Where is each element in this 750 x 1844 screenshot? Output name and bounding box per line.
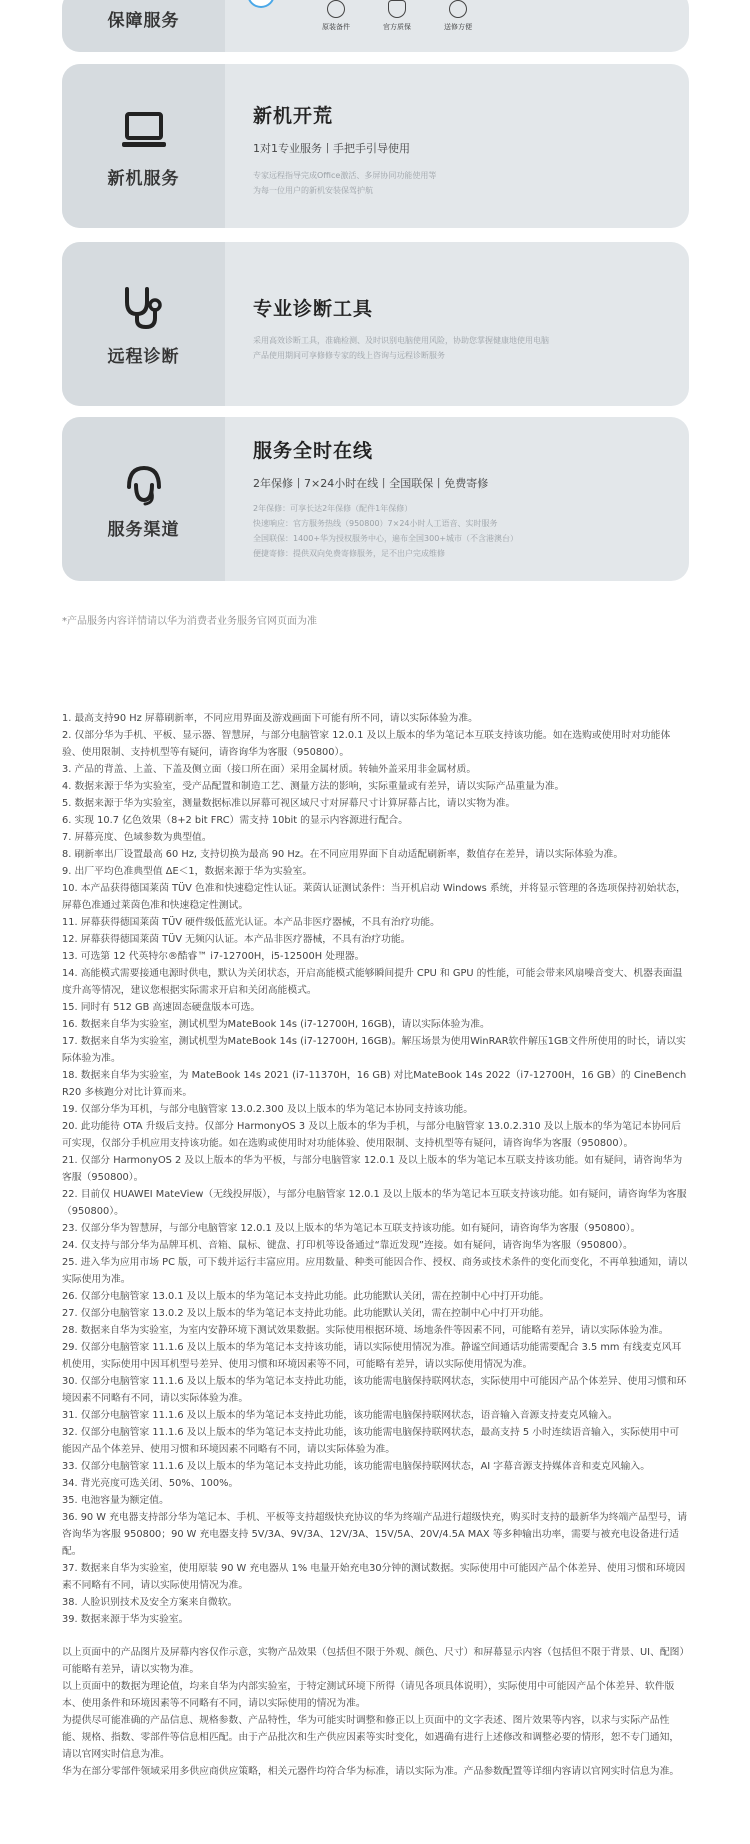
card-label: 远程诊断 bbox=[107, 347, 180, 367]
footnote-item: 21. 仅部分 HarmonyOS 2 及以上版本的华为平板，与部分电脑管家 12.0.1 及以上版本的华为笔记本互联支持该功能。如有疑问，请咨询华为客服（950800）。 bbox=[62, 1155, 683, 1183]
desc-line: 全国联保：1400+华为授权服务中心，遍布全国300+城市（不含港澳台） bbox=[253, 534, 519, 543]
service-footnote: *产品服务内容详情请以华为消费者业务服务官网页面为准 bbox=[62, 616, 317, 627]
desc-line: 专家远程指导完成Office激活、多屏协同功能使用等 bbox=[253, 171, 437, 180]
footnote-item: 36. 90 W 充电器支持部分华为笔记本、手机、平板等支持超级快充协议的华为终端产品进行超级快充，购买时支持的最新华为终端产品型号，请咨询华为客服 950800；90 W 充电器支持 5V/3A、9V/3A、12V/3A、15V/5A、20V/4.5A MAX 等多种输出功率，需要与被充电设备进行适配。 bbox=[62, 1512, 688, 1557]
card-left-panel bbox=[62, 0, 225, 52]
footnote-item: 30. 仅部分电脑管家 11.1.6 及以上版本的华为笔记本支持此功能，该功能需电脑保持联网状态，实际使用中可能因产品个体差异、使用习惯和环境因素不同略有不同，请以实际体验为准。 bbox=[62, 1376, 687, 1404]
feature-label: 官方质保 bbox=[383, 23, 411, 31]
footnote-item: 8. 刷新率出厂设置最高 60 Hz, 支持切换为最高 90 Hz。在不同应用界面下自动适配刷新率，数值存在差异，请以实际体验为准。 bbox=[62, 849, 624, 860]
footnote-item: 7. 屏幕亮度、色域参数为典型值。 bbox=[62, 832, 212, 843]
small-badge-icon bbox=[247, 0, 275, 8]
shield-icon bbox=[388, 0, 406, 18]
desc-line: 2年保修：可享长达2年保修（配件1年保修） bbox=[253, 504, 413, 513]
footnote-item: 14. 高能模式需要接通电源时供电，默认为关闭状态，开启高能模式能够瞬间提升 CPU 和 GPU 的性能，可能会带来风扇噪音变大、机器表面温度升高等情况，建议您根据实际需求开启和关闭高能模式。 bbox=[62, 968, 683, 996]
footnote-item: 19. 仅部分华为耳机，与部分电脑管家 13.0.2.300 及以上版本的华为笔记本协同支持该功能。 bbox=[62, 1104, 473, 1115]
footnote-item: 11. 屏幕获得德国莱茵 TÜV 硬件级低蓝光认证。本产品非医疗器械，不具有治疗功能。 bbox=[62, 917, 440, 928]
footnote-item: 31. 仅部分电脑管家 11.1.6 及以上版本的华为笔记本支持此功能，该功能需电脑保持联网状态，语音输入音源支持麦克风输入。 bbox=[62, 1410, 618, 1421]
service-card-remote-diagnosis bbox=[62, 242, 689, 406]
footnote-item: 25. 进入华为应用市场 PC 版，可下载并运行丰富应用。应用数量、种类可能因合作、授权、商务或技术条件的变化而变化，不再单独通知，请以实际使用为准。 bbox=[62, 1257, 688, 1285]
shield-check-icon bbox=[327, 0, 345, 18]
feature-easy-repair bbox=[428, 0, 488, 32]
footnote-item: 13. 可选第 12 代英特尔®酷睿™ i7-12700H，i5-12500H 处理器。 bbox=[62, 951, 365, 962]
card-label: 保障服务 bbox=[107, 11, 180, 31]
headset-icon bbox=[121, 463, 167, 507]
footnote-item: 34. 背光亮度可选关闭、50%、100%。 bbox=[62, 1478, 239, 1489]
disclaimer-paragraph: 以上页面中的数据为理论值，均来自华为内部实验室，于特定测试环境下所得（请见各项具体说明），实际使用中可能因产品个体差异、软件版本、使用条件和环境因素等不同略有不同，请以实际使用的情况为准。 bbox=[62, 1681, 675, 1709]
laptop-icon bbox=[121, 111, 167, 151]
gear-icon bbox=[449, 0, 467, 18]
footnote-item: 37. 数据来自华为实验室，使用原装 90 W 充电器从 1% 电量开始充电30分钟的测试数据。实际使用中可能因产品个体差异、使用习惯和环境因素不同略有不同，请以实际使用情况为准。 bbox=[62, 1563, 686, 1591]
footnote-item: 5. 数据来源于华为实验室，测量数据标准以屏幕可视区域尺寸对屏幕尺寸计算屏幕占比，请以实物为准。 bbox=[62, 798, 516, 809]
card-subtitle: 1对1专业服务丨手把手引导使用 bbox=[253, 142, 410, 155]
footnote-item: 33. 仅部分电脑管家 11.1.6 及以上版本的华为笔记本支持此功能，该功能需电脑保持联网状态，AI 字幕音源支持媒体音和麦克风输入。 bbox=[62, 1461, 651, 1472]
desc-line: 采用高效诊断工具，准确检测、及时识别电脑使用风险，协助您掌握健康地使用电脑 bbox=[253, 336, 549, 345]
footnote-item: 27. 仅部分电脑管家 13.0.2 及以上版本的华为笔记本支持此功能。此功能默认关闭，需在控制中心中打开功能。 bbox=[62, 1308, 550, 1319]
desc-line: 便捷寄修：提供双向免费寄修服务，足不出户完成维修 bbox=[253, 549, 445, 558]
disclaimer-paragraph: 以上页面中的产品图片及屏幕内容仅作示意，实物产品效果（包括但不限于外观、颜色、尺寸）和屏幕显示内容（包括但不限于背景、UI、配图）可能略有差异，请以实物为准。 bbox=[62, 1647, 685, 1675]
card-description bbox=[253, 333, 669, 363]
card-title: 服务全时在线 bbox=[253, 440, 374, 462]
footnote-item: 32. 仅部分电脑管家 11.1.6 及以上版本的华为笔记本支持此功能，该功能需电脑保持联网状态，最高支持 5 小时连续语音输入，实际使用中可能因产品个体差异、使用习惯和环境因素不同略有不同，请以实际体验为准。 bbox=[62, 1427, 680, 1455]
disclaimer-paragraph: 华为在部分零部件领域采用多供应商供应策略，相关元器件均符合华为标准，请以实际为准。产品参数配置等详细内容请以官网实时信息为准。 bbox=[62, 1766, 680, 1777]
card-left-panel bbox=[62, 64, 225, 228]
desc-line: 产品使用期间可享修修专家的线上咨询与远程诊断服务 bbox=[253, 351, 445, 360]
footnote-item: 4. 数据来源于华为实验室，受产品配置和制造工艺、测量方法的影响，实际重量或有差异，请以实际产品重量为准。 bbox=[62, 781, 565, 792]
footnote-item: 9. 出厂平均色准典型值 ΔE＜1，数据来源于华为实验室。 bbox=[62, 866, 313, 877]
footnote-item: 16. 数据来自华为实验室，测试机型为MateBook 14s (i7-12700H, 16GB)，请以实际体验为准。 bbox=[62, 1019, 490, 1030]
numbered-notes-list bbox=[62, 710, 688, 1628]
footnote-item: 2. 仅部分华为手机、平板、显示器、智慧屏，与部分电脑管家 12.0.1 及以上版本的华为笔记本互联支持该功能。如在选购或使用时对功能体验、使用限制、支持机型等有疑问，请咨询华为客服（950800）。 bbox=[62, 730, 671, 758]
footnote-item: 15. 同时有 512 GB 高速固态硬盘版本可选。 bbox=[62, 1002, 261, 1013]
desc-line: 为每一位用户的新机安装保驾护航 bbox=[253, 186, 373, 195]
footnote-item: 24. 仅支持与部分华为品牌耳机、音箱、鼠标、键盘、打印机等设备通过“靠近发现”连接。如有疑问，请咨询华为客服（950800）。 bbox=[62, 1240, 633, 1251]
footnote-item: 23. 仅部分华为智慧屏，与部分电脑管家 12.0.1 及以上版本的华为笔记本互联支持该功能。如有疑问，请咨询华为客服（950800）。 bbox=[62, 1223, 641, 1234]
card-label: 服务渠道 bbox=[107, 520, 180, 540]
stethoscope-icon bbox=[121, 286, 167, 330]
footnote-item: 28. 数据来自华为实验室，为室内安静环境下测试效果数据。实际使用根据环境、场地条件等因素不同，可能略有差异，请以实际体验为准。 bbox=[62, 1325, 669, 1336]
footnote-item: 26. 仅部分电脑管家 13.0.1 及以上版本的华为笔记本支持此功能。此功能默认关闭，需在控制中心中打开功能。 bbox=[62, 1291, 550, 1302]
card-content bbox=[253, 101, 669, 198]
card-description bbox=[253, 168, 669, 198]
footnote-item: 3. 产品的背盖、上盖、下盖及侧立面（接口所在面）采用金属材质。转轴外盖采用非金属材质。 bbox=[62, 764, 477, 775]
disclaimer-list bbox=[62, 1644, 688, 1780]
footnote-item: 6. 实现 10.7 亿色效果（8+2 bit FRC）需支持 10bit 的显示内容源进行配合。 bbox=[62, 815, 408, 826]
feature-label: 原装备件 bbox=[322, 23, 350, 31]
card-title: 新机开荒 bbox=[253, 105, 334, 127]
service-card-service-channel bbox=[62, 417, 689, 581]
card-description bbox=[253, 501, 669, 561]
service-card-new-device bbox=[62, 64, 689, 228]
feature-official-warranty bbox=[367, 0, 427, 32]
footnote-item: 1. 最高支持90 Hz 屏幕刷新率，不同应用界面及游戏画面下可能有所不同，请以实际体验为准。 bbox=[62, 713, 478, 724]
feature-label: 送修方便 bbox=[444, 23, 472, 31]
card-title: 专业诊断工具 bbox=[253, 298, 374, 320]
footnote-item: 39. 数据来源于华为实验室。 bbox=[62, 1614, 189, 1625]
footnote-item: 17. 数据来自华为实验室，测试机型为MateBook 14s (i7-12700H, 16GB)。解压场景为使用WinRAR软件解压1GB文件所使用的时长，请以实际体验为准。 bbox=[62, 1036, 686, 1064]
card-content bbox=[253, 294, 669, 363]
service-card-warranty bbox=[62, 0, 689, 52]
footnote-item: 10. 本产品获得德国莱茵 TÜV 色准和快速稳定性认证。莱茵认证测试条件：当开机启动 Windows 系统，并将显示管理的各选项保持初始状态，屏幕色准通过莱茵色准和快速稳定性测试。 bbox=[62, 883, 686, 911]
footnotes-section bbox=[62, 710, 688, 1780]
footnote-item: 35. 电池容量为额定值。 bbox=[62, 1495, 169, 1506]
footnote-item: 12. 屏幕获得德国莱茵 TÜV 无频闪认证。本产品非医疗器械，不具有治疗功能。 bbox=[62, 934, 411, 945]
footnote-item: 38. 人脸识别技术及安全方案来自微软。 bbox=[62, 1597, 238, 1608]
footnote-item: 29. 仅部分电脑管家 11.1.6 及以上版本的华为笔记本支持该功能，请以实际使用情况为准。静谧空间通话功能需要配合 3.5 mm 有线麦克风耳机使用，实际使用中因耳机型号差异、使用习惯和环境因素等不同，可能略有差异，请以实际使用情况为准。 bbox=[62, 1342, 682, 1370]
card-left-panel bbox=[62, 242, 225, 406]
footnote-item: 18. 数据来自华为实验室，为 MateBook 14s 2021 (i7-11370H，16 GB) 对比MateBook 14s 2022（i7-12700H，16 GB）的 CineBench R20 多核跑分对比计算而来。 bbox=[62, 1070, 687, 1098]
feature-genuine-parts bbox=[306, 0, 366, 32]
desc-line: 快速响应：官方服务热线（950800）7×24小时人工语音、实时服务 bbox=[253, 519, 498, 528]
footnote-item: 20. 此功能待 OTA 升级后支持。仅部分 HarmonyOS 3 及以上版本的华为手机，与部分电脑管家 13.0.2.310 及以上版本的华为笔记本协同后可实现，仅部分手机应用支持该功能。如在选购或使用时对功能体验、使用限制、支持机型等有疑问，请咨询华为客服（950800）。 bbox=[62, 1121, 681, 1149]
card-content bbox=[253, 436, 669, 561]
footnote-item: 22. 目前仅 HUAWEI MateView（无线投屏版），与部分电脑管家 12.0.1 及以上版本的华为笔记本互联支持该功能。如有疑问，请咨询华为客服（950800）。 bbox=[62, 1189, 687, 1217]
disclaimer-paragraph: 为提供尽可能准确的产品信息、规格参数、产品特性，华为可能实时调整和修正以上页面中的文字表述、图片效果等内容，以求与实际产品性能、规格、指数、零部件等信息相匹配。由于产品批次和生产供应因素等实时变化，如遇确有进行上述修改和调整必要的情形，恕不专门通知，请以官网实时信息为准。 bbox=[62, 1715, 680, 1760]
divider-gap bbox=[62, 1628, 688, 1644]
card-subtitle: 2年保修丨7×24小时在线丨全国联保丨免费寄修 bbox=[253, 477, 489, 490]
card-label: 新机服务 bbox=[107, 169, 180, 189]
card-left-panel bbox=[62, 417, 225, 581]
